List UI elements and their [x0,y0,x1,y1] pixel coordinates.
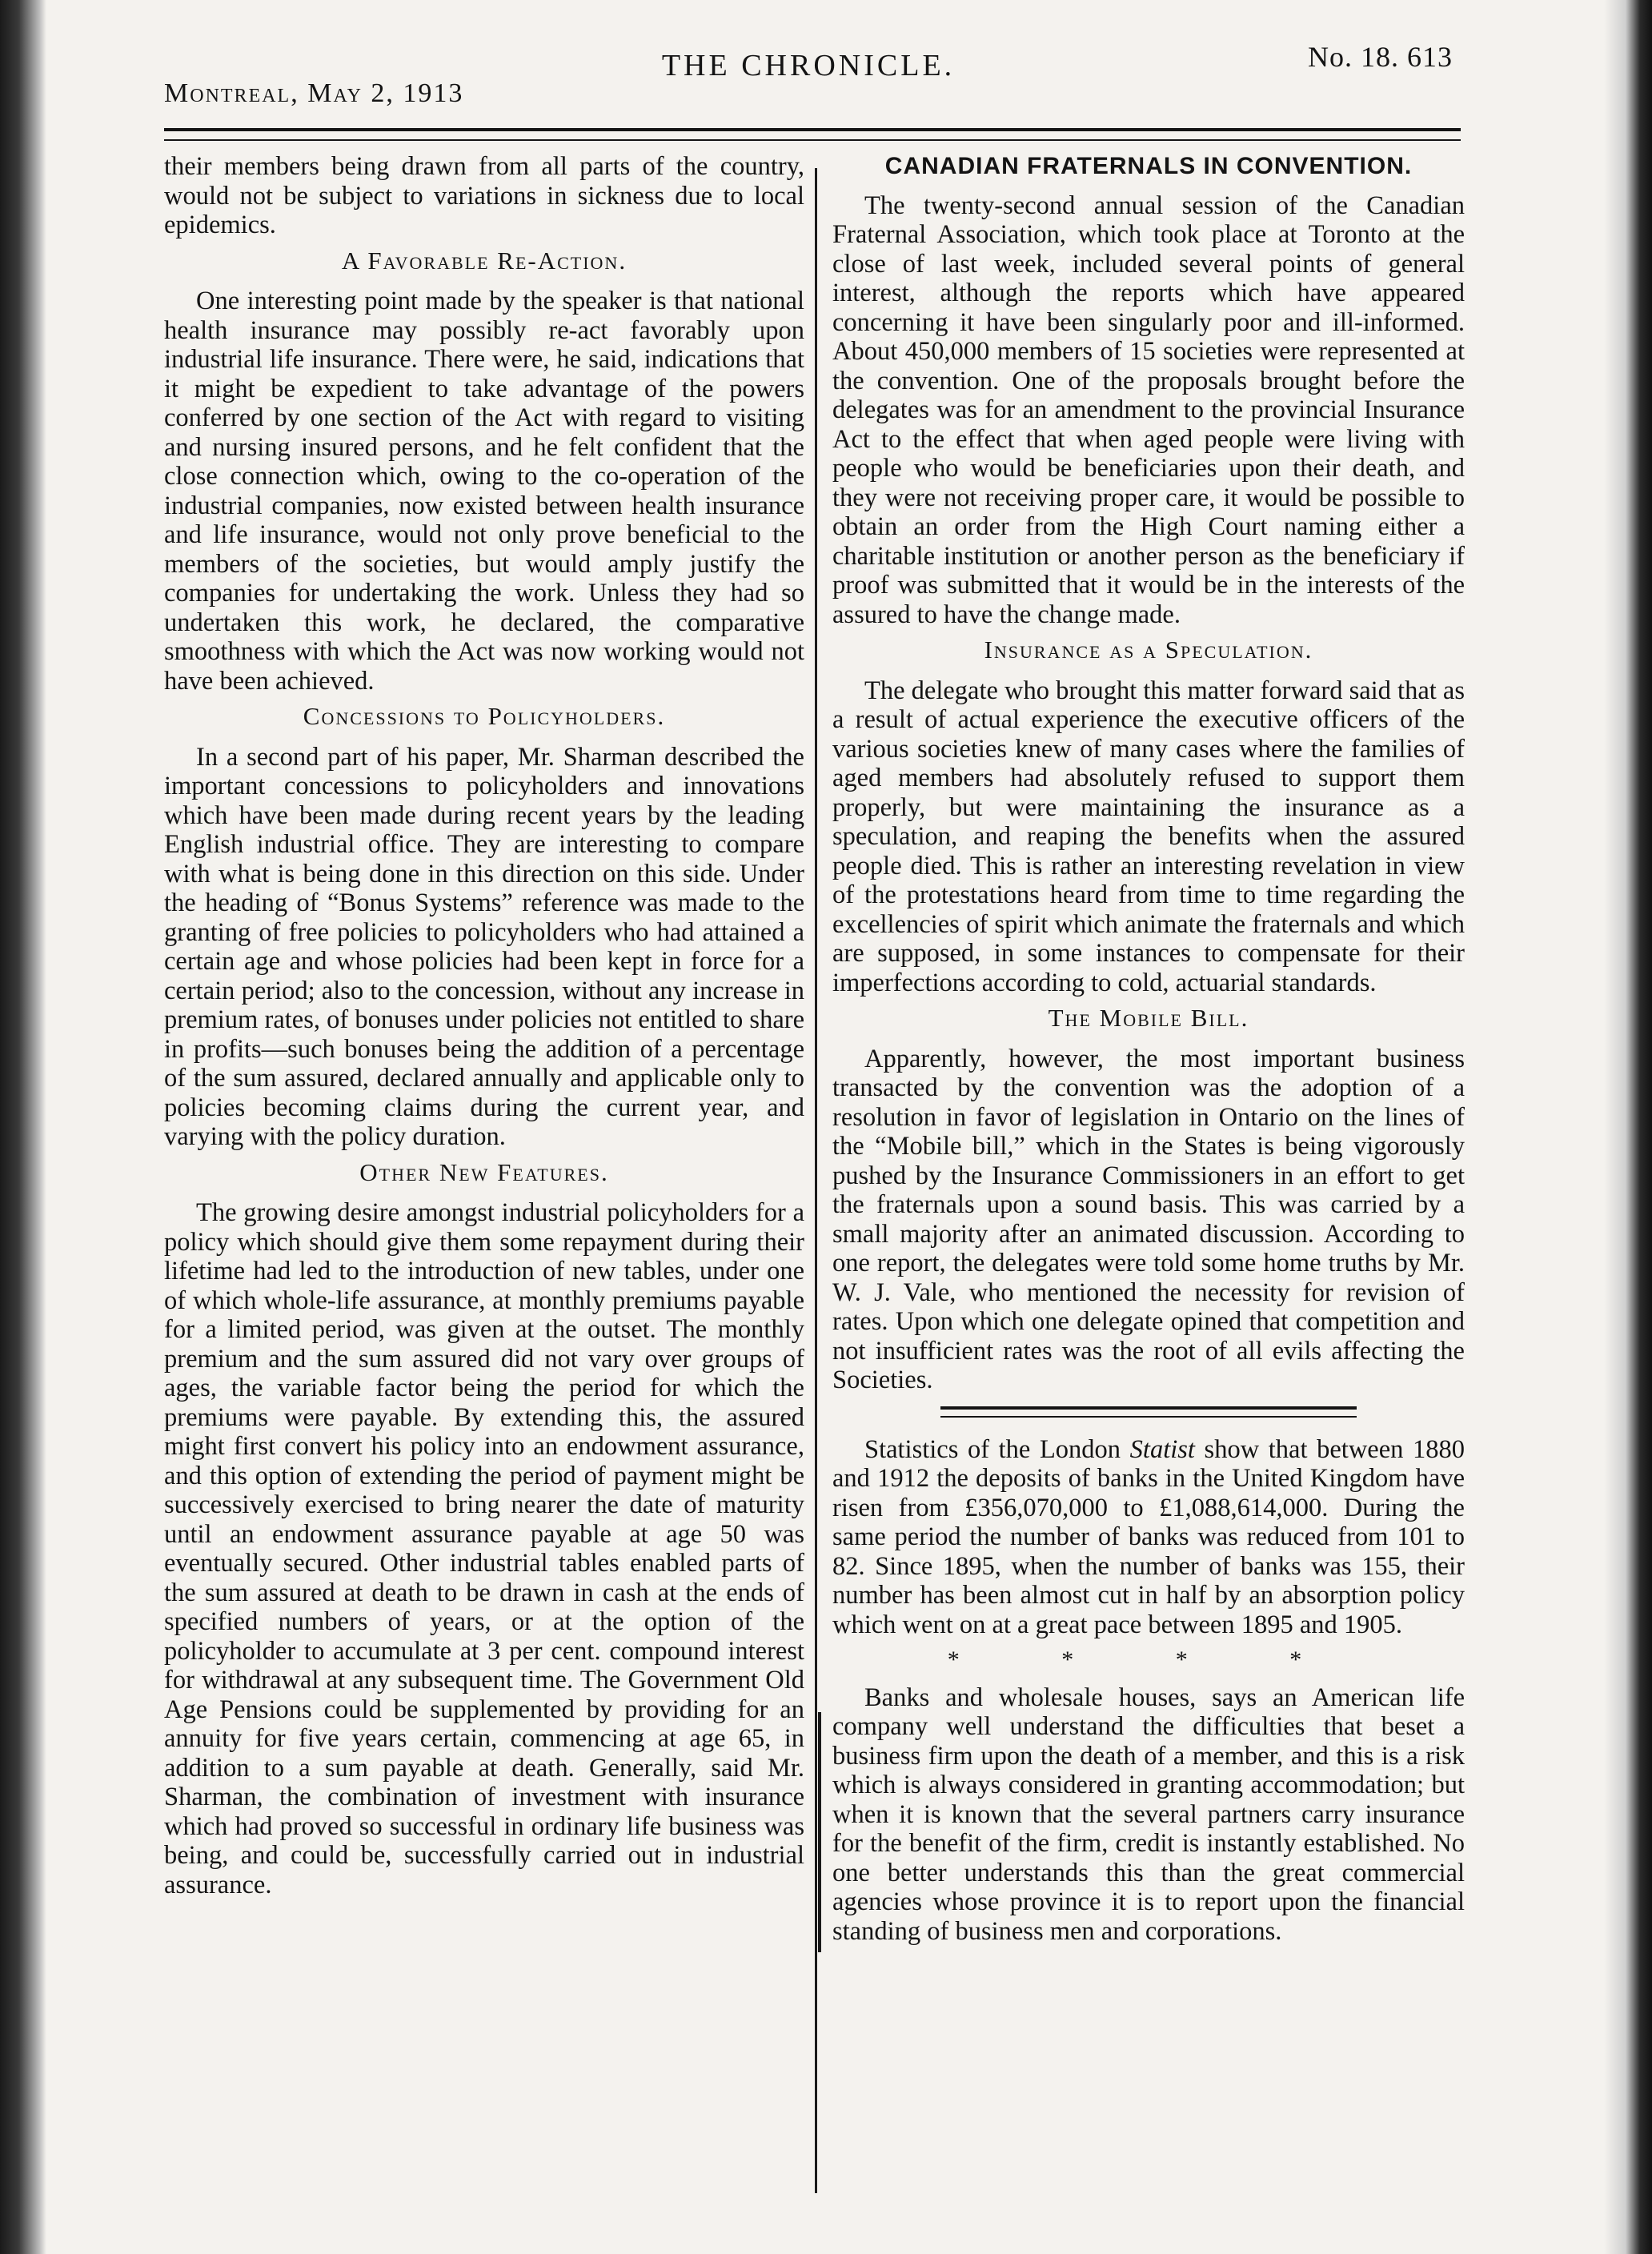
separator-stars: * * * * [947,1646,1350,1673]
masthead [156,32,1461,120]
left-column [164,152,804,1906]
section-heading: Insurance as a Speculation. [984,636,1313,664]
paragraph: The delegate who brought this matter forward said that as a result of actual experience the executive officers of the various societies knew of many cases where the families of aged members had absolutely refused to support them properly, but were maintaining the insurance as a speculation, and reaping the benefits when the assured people died. This is rather an interesting revelation in view of the protestations heard from time to time regarding the excellencies of spirit which animate the fraternals and which are supposed, in some instances to compensate for their imperfections according to cold, actuarial standards. [832,676,1465,997]
section-heading: A Favorable Re-Action. [341,246,628,275]
article-title: CANADIAN FRATERNALS IN CONVENTION. [884,153,1413,179]
section-heading: Other New Features. [359,1157,609,1186]
newspaper-page [156,32,1465,2225]
binding-spine [0,0,46,2254]
publication-name: Statist [1129,1434,1195,1464]
masthead-issue: No. 18. 613 [1308,41,1453,73]
paragraph: In a second part of his paper, Mr. Sharman described the important concessions to policyholders and innovations which have been made during recent years by the leading English industrial office. They are interesting to compare with what is being done in this direction on this side. Under the heading of “Bonus Systems” reference was made to the granting of free policies to policyholders who had attained a certain age and whose policies had been kept in force for a certain period; also to the concession, without any increase in premium rates, of bonuses under policies not entitled to share in profits—such bonuses being the addition of a percentage of the sum assured, declared annually and applicable only to policies becoming claims during the current year, and varying with the policy duration. [164,742,804,1151]
masthead-date: Montreal, May 2, 1913 [164,78,464,108]
paragraph: Apparently, however, the most important business transacted by the convention was the adoption of a resolution in favor of legislation in Ontario on the lines of the “Mobile bill,” which in the States is being vigorously pushed by the Insurance Commissioners in an effort to get the fraternals upon a sound basis. This was carried by a small majority after an animated discussion. According to one report, the delegates were told some home truths by Mr. W. J. Vale, who mentioned the necessity for revision of rates. Upon which one delegate opined that competition and not insufficient rates was the root of all evils affecting the Societies. [832,1044,1465,1394]
section-heading: Concessions to Policyholders. [303,702,666,730]
text-run: show that between 1880 and 1912 the deposits of banks in the United Kingdom have risen from £356,070,000 to £1,088,614,000. During the same period the number of banks was reduced from 101 to 82. Since 1895, when the number of banks was 155, their number has been almost cut in half by an absorption policy which went on at a great pace between 1895 and 1905. [832,1434,1465,1639]
paragraph: The growing desire amongst industrial policyholders for a policy which should give them some repayment during their lifetime had led to the introduction of new tables, under one of which whole-life assurance, at monthly premiums payable for a limited period, was given at the outset. The monthly premium and the sum assured did not vary over groups of ages, the variable factor being the period for which the premiums were payable. By extending this, the assured might first convert his policy into an endowment assurance, and this option of extending the period of payment might be successively exercised to bring nearer the date of maturity until an endowment assurance payable at age 50 was eventually secured. Other industrial tables enabled parts of the sum assured at death to be drawn in cash at the ends of specified numbers of years, or at the option of the policyholder to accumulate at 3 per cent. compound interest for withdrawal at any subsequent time. The Government Old Age Pensions could be supplemented by providing for an annuity for five years certain, commencing at age 65, in addition to a sum payable at death. Generally, said Mr. Sharman, the combination of investment with insurance which had proved so successful in ordinary life business was being, and could be, successfully carried out in industrial assurance. [164,1198,804,1899]
section-rule [940,1406,1357,1418]
text-run: Statistics of the London [864,1434,1130,1464]
masthead-rule [164,128,1461,141]
right-column [832,152,1465,1952]
paragraph [832,1435,1465,1640]
paragraph: Banks and wholesale houses, says an American life company well understand the difficulties that beset a business firm upon the death of a member, and this is a risk which is always considered in granting accommodation; but when it is known that the several partners carry insurance for the benefit of the firm, credit is instantly established. No one better understands this than the great commercial agencies whose province it is to report upon the financial standing of business men and corporations. [832,1682,1465,1946]
paragraph: their members being drawn from all parts of the country, would not be subject to variations in sickness due to local epidemics. [164,152,804,239]
paragraph: The twenty-second annual session of the Canadian Fraternal Association, which took place at Toronto at the close of last week, included several points of general interest, although the reports which have appeared concerning it have been singularly poor and ill-informed. About 450,000 members of 15 societies were represented at the convention. One of the proposals brought before the delegates was for an amendment to the provincial Insurance Act to the effect that when aged people were living with people who would be beneficiaries upon their death, and they were not receiving proper care, it would be possible to obtain an order from the High Court naming either a charitable institution or another person as the beneficiary if proof was submitted that it would be in the interests of the assured to have the change made. [832,191,1465,629]
column-divider [815,168,817,2193]
page-edge [1604,0,1652,2254]
section-heading: The Mobile Bill. [1048,1004,1249,1032]
margin-bar [818,1712,821,1952]
masthead-title: THE CHRONICLE. [661,49,956,82]
paragraph: One interesting point made by the speaker is that national health insurance may possibly re-act favorably upon industrial life insurance. There were, he said, indications that it might be expedient to take advantage of the powers conferred by one section of the Act with regard to visiting and nursing insured persons, and he felt confident that the close connection which, owing to the co-operation of the industrial companies, now existed between health insurance and life insurance, would not only prove beneficial to the members of the societies, but would amply justify the companies for undertaking the work. Unless they had so undertaken this work, he declared, the comparative smoothness with which the Act was now working would not have been achieved. [164,287,804,696]
article-columns [164,152,1465,2209]
